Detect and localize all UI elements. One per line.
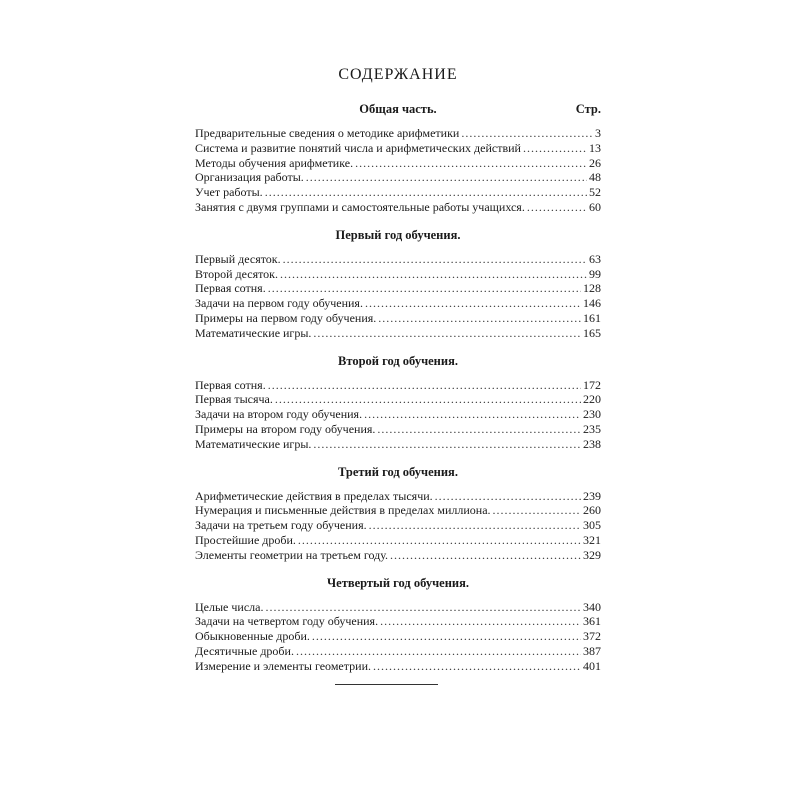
dot-leader <box>527 200 587 215</box>
toc-entry <box>195 392 601 407</box>
section-heading-text: Второй год обучения. <box>338 353 458 368</box>
toc-entry <box>195 600 601 615</box>
dot-leader <box>283 252 587 267</box>
entry-page: 220 <box>583 392 601 407</box>
dot-leader <box>313 437 581 452</box>
entry-page: 260 <box>583 503 601 518</box>
section-heading <box>195 463 601 481</box>
toc-entry <box>195 326 601 341</box>
dot-leader <box>265 185 587 200</box>
toc-entry <box>195 185 601 200</box>
toc-entry <box>195 518 601 533</box>
toc-entry <box>195 281 601 296</box>
entry-page: 3 <box>595 126 601 140</box>
toc-entry <box>195 156 601 171</box>
entry-title: Методы обучения арифметике. <box>195 155 354 170</box>
entry-page: 401 <box>583 658 601 673</box>
entry-title: Арифметические действия в пределах тысячи. <box>195 488 433 503</box>
entry-title: Задачи на втором году обучения. <box>195 407 363 422</box>
entry-title: Задачи на третьем году обучения. <box>195 518 367 533</box>
toc-entry <box>195 659 601 674</box>
entry-title: Примеры на первом году обучения. <box>195 310 377 325</box>
dot-leader <box>364 407 581 422</box>
toc-entries <box>195 252 601 341</box>
toc-section-second-year <box>195 352 601 452</box>
entry-page: 48 <box>589 170 601 185</box>
entry-title: Нумерация и письменные действия в пределах миллиона. <box>195 503 491 518</box>
entry-page: 161 <box>583 310 601 325</box>
entry-page: 13 <box>589 140 601 155</box>
dot-leader <box>268 281 581 296</box>
dot-leader <box>280 267 587 282</box>
entry-page: 165 <box>583 325 601 340</box>
section-heading-text: Общая часть. <box>359 102 437 116</box>
entry-page: 26 <box>589 155 601 170</box>
toc-entry <box>195 614 601 629</box>
section-heading-text: Четвертый год обучения. <box>326 575 470 590</box>
toc-entry <box>195 141 601 156</box>
table-of-contents <box>195 64 601 685</box>
toc-section-fourth-year <box>195 574 601 674</box>
dot-leader <box>461 126 593 141</box>
toc-entries <box>195 489 601 563</box>
toc-entry <box>195 252 601 267</box>
dot-leader <box>298 533 581 548</box>
toc-entries <box>195 378 601 452</box>
entry-page: 235 <box>583 421 601 436</box>
dot-leader <box>312 629 581 644</box>
toc-entry <box>195 629 601 644</box>
entry-page: 60 <box>589 199 601 214</box>
entry-title: Обыкновенные дроби. <box>195 629 310 644</box>
dot-leader <box>265 600 581 615</box>
entry-title: Второй десяток. <box>195 266 279 281</box>
entry-page: 340 <box>583 599 601 614</box>
entry-title: Элементы геометрии на третьем году. <box>195 547 389 562</box>
entry-title: Математические игры. <box>195 325 312 340</box>
entry-page: 372 <box>583 629 601 644</box>
entry-title: Измерение и элементы геометрии. <box>195 658 371 673</box>
toc-entries <box>195 600 601 674</box>
dot-leader <box>493 503 581 518</box>
entry-title: Система и развитие понятий числа и арифметических действий <box>195 140 521 155</box>
toc-entry <box>195 533 601 548</box>
entry-page: 52 <box>589 185 601 200</box>
entry-page: 146 <box>583 296 601 311</box>
toc-section-general <box>195 100 601 215</box>
entry-title: Первая тысяча. <box>195 392 273 407</box>
toc-entry <box>195 503 601 518</box>
toc-entry <box>195 407 601 422</box>
toc-entry <box>195 170 601 185</box>
dot-leader <box>268 378 581 393</box>
entry-page: 361 <box>583 614 601 629</box>
entry-title: Целые числа. <box>195 599 264 614</box>
page-title: СОДЕРЖАНИЕ <box>338 66 458 83</box>
entry-page: 63 <box>589 251 601 266</box>
dot-leader <box>378 311 581 326</box>
entry-title: Учет работы. <box>195 185 263 200</box>
dot-leader <box>369 518 581 533</box>
toc-entry <box>195 200 601 215</box>
dot-leader <box>523 141 587 156</box>
end-divider <box>335 684 438 685</box>
toc-entries <box>195 126 601 215</box>
entry-page: 387 <box>583 643 601 658</box>
entry-title: Организация работы. <box>195 170 304 185</box>
toc-entry <box>195 126 601 141</box>
toc-entry <box>195 422 601 437</box>
entry-title: Первая сотня. <box>195 377 266 392</box>
entry-page: 128 <box>583 281 601 296</box>
toc-entry <box>195 311 601 326</box>
toc-entry <box>195 644 601 659</box>
toc-entry <box>195 548 601 563</box>
entry-page: 321 <box>583 532 601 547</box>
entry-page: 239 <box>583 488 601 503</box>
entry-title: Задачи на четвертом году обучения. <box>195 614 379 629</box>
dot-leader <box>296 644 581 659</box>
entry-title: Математические игры. <box>195 436 312 451</box>
entry-page: 99 <box>589 266 601 281</box>
entry-page: 230 <box>583 407 601 422</box>
entry-title: Десятичные дроби. <box>195 643 294 658</box>
toc-section-first-year <box>195 226 601 341</box>
dot-leader <box>373 659 581 674</box>
toc-entry <box>195 296 601 311</box>
entry-page: 329 <box>583 547 601 562</box>
entry-page: 305 <box>583 518 601 533</box>
dot-leader <box>365 296 581 311</box>
dot-leader <box>390 548 581 563</box>
entry-page: 172 <box>583 377 601 392</box>
entry-title: Первый десяток. <box>195 251 281 266</box>
section-heading-text: Третий год обучения. <box>338 464 458 479</box>
toc-entry <box>195 378 601 393</box>
section-heading <box>195 100 601 118</box>
dot-leader <box>435 489 581 504</box>
dot-leader <box>377 422 581 437</box>
entry-title: Примеры на втором году обучения. <box>195 421 376 436</box>
dot-leader <box>306 170 587 185</box>
toc-entry <box>195 267 601 282</box>
dot-leader <box>380 614 581 629</box>
entry-title: Занятия с двумя группами и самостоятельные работы учащихся. <box>195 199 525 214</box>
entry-page: 238 <box>583 436 601 451</box>
section-heading <box>195 226 601 244</box>
dot-leader <box>355 156 587 171</box>
toc-entry <box>195 437 601 452</box>
toc-entry <box>195 489 601 504</box>
entry-title: Предварительные сведения о методике арифметики <box>195 126 460 140</box>
page-column-label: Стр. <box>575 102 601 116</box>
entry-title: Простейшие дроби. <box>195 532 296 547</box>
entry-title: Задачи на первом году обучения. <box>195 296 363 311</box>
dot-leader <box>313 326 581 341</box>
section-heading <box>195 574 601 592</box>
toc-section-third-year <box>195 463 601 563</box>
dot-leader <box>275 392 581 407</box>
section-heading <box>195 352 601 370</box>
entry-title: Первая сотня. <box>195 281 266 296</box>
section-heading-text: Первый год обучения. <box>335 227 461 242</box>
